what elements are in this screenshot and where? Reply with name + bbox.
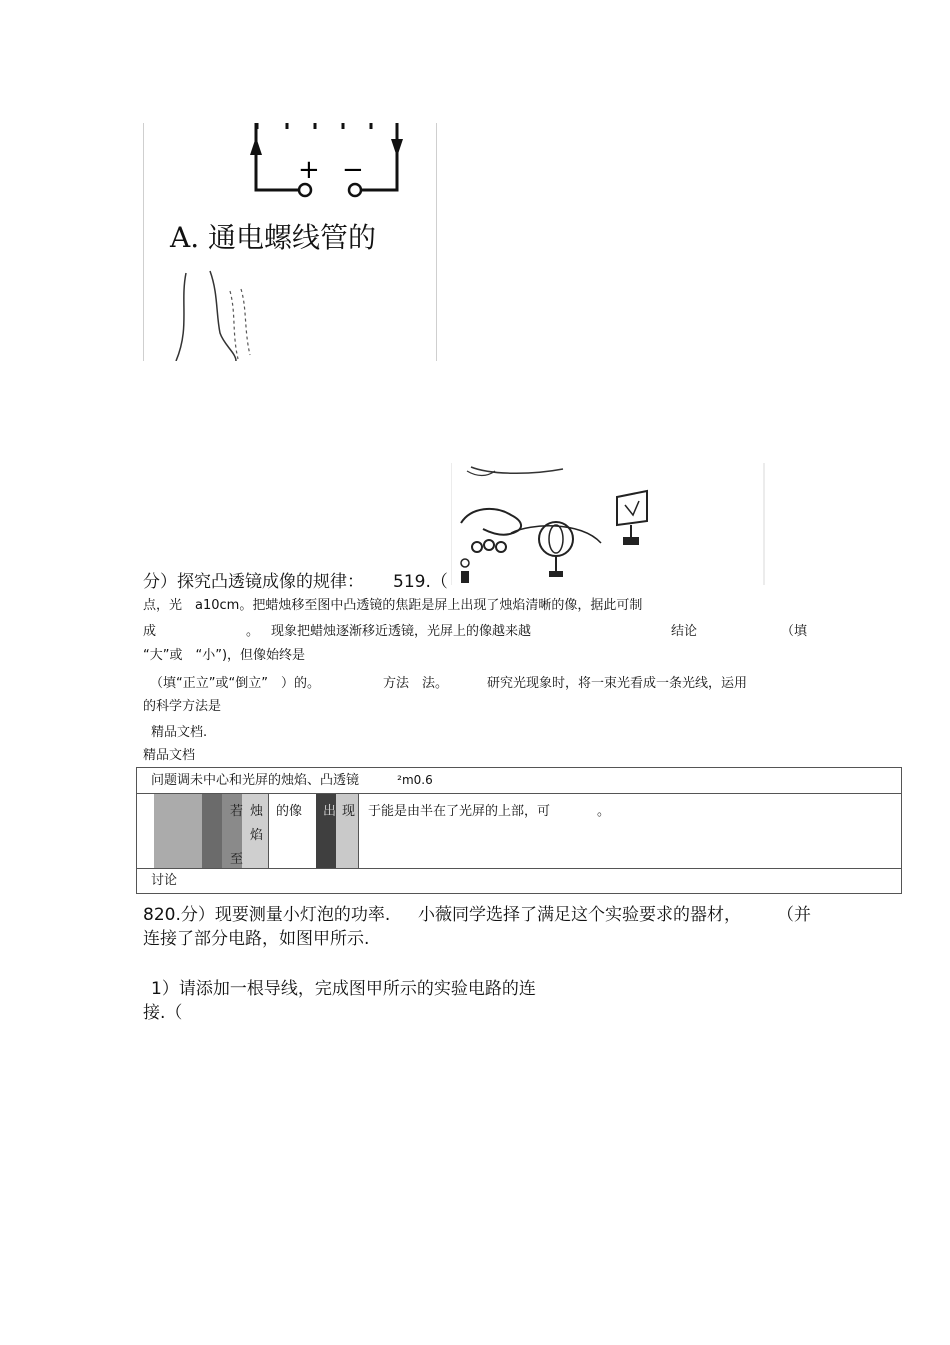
cell-char: 现 [342,804,356,819]
q19-conclusion-label: 结论 [671,624,698,639]
table-row [137,794,902,869]
q19-line1: a10cm。把蜡烛移至图中凸透镜的焦距是屏上出现了烛焰清晰的像，据此可制 [195,598,643,613]
q20-line2: 连接了部分电路，如图甲所示. [143,929,370,949]
watermark-text-1: 精品文档. [151,725,208,740]
table-row [137,869,902,894]
table-row1-text: 问题调未中心和光屏的烛焰、凸透镜 [151,773,360,788]
cell-char: 焰 [250,828,264,843]
lens-sketch [451,463,766,585]
q19-line2-start: 成 [143,624,157,639]
q20-line1: 820.分）现要测量小灯泡的功率. [143,905,391,925]
q19-method-suffix: 法。 [422,676,449,691]
q19-line2-dot: 。 [246,624,260,639]
plus-sign: + [298,155,320,185]
table-row [137,768,902,794]
q19-line5: 的科学方法是 [143,699,222,714]
watermark-text-2: 精品文档 [143,748,196,763]
solenoid-figure [143,123,437,361]
figure-caption: A. 通电螺线管的 [170,221,377,254]
lens-experiment-figure [451,463,766,585]
q19-fill-label: （填 [781,624,808,639]
shaded-strip [202,794,222,868]
cell-text: 于能是由半在了光屏的上部，可 [368,804,551,819]
q20-part1-cont: 接.（ [143,1003,183,1023]
minus-sign: − [342,155,364,185]
cell-text: 的像 [276,804,303,819]
cell-char: 至 [230,852,244,867]
q19-line1-start: 点，光 [143,598,183,613]
table-cell [137,869,902,894]
q19-heading: 分）探究凸透镜成像的规律： [143,572,364,592]
q20-part1: 1）请添加一根导线，完成图甲所示的实验电路的连 [151,979,536,999]
shaded-strip [154,794,202,868]
cell-char: 出 [323,804,337,819]
q19-number: 519.（ [393,572,448,592]
table-row1-tail: ²m0.6 [397,773,433,787]
q19-method-label: 方法 [383,676,410,691]
table-cell-shaded [137,794,902,869]
q19-line3: “大”或 “小”)，但像始终是 [143,648,306,663]
q19-line4-right: 研究光现象时，将一束光看成一条光线，运用 [487,676,748,691]
cell-char: 若 [230,804,244,819]
q20-line1-mid: 小薇同学选择了满足这个实验要求的器材， [418,905,741,925]
circuit-diagram [144,123,436,361]
q19-line4: （填“正立”或“倒立” ）的。 [150,676,320,691]
table-cell [137,768,902,794]
q20-line1-end: （并 [777,905,811,925]
q19-line2: 现象把蜡烛逐渐移近透镜，光屏上的像越来越 [271,624,532,639]
cell-dot: 。 [597,804,611,819]
cell-char: 烛 [250,804,264,819]
observation-table [136,767,902,894]
table-row3-text: 讨论 [151,873,178,888]
